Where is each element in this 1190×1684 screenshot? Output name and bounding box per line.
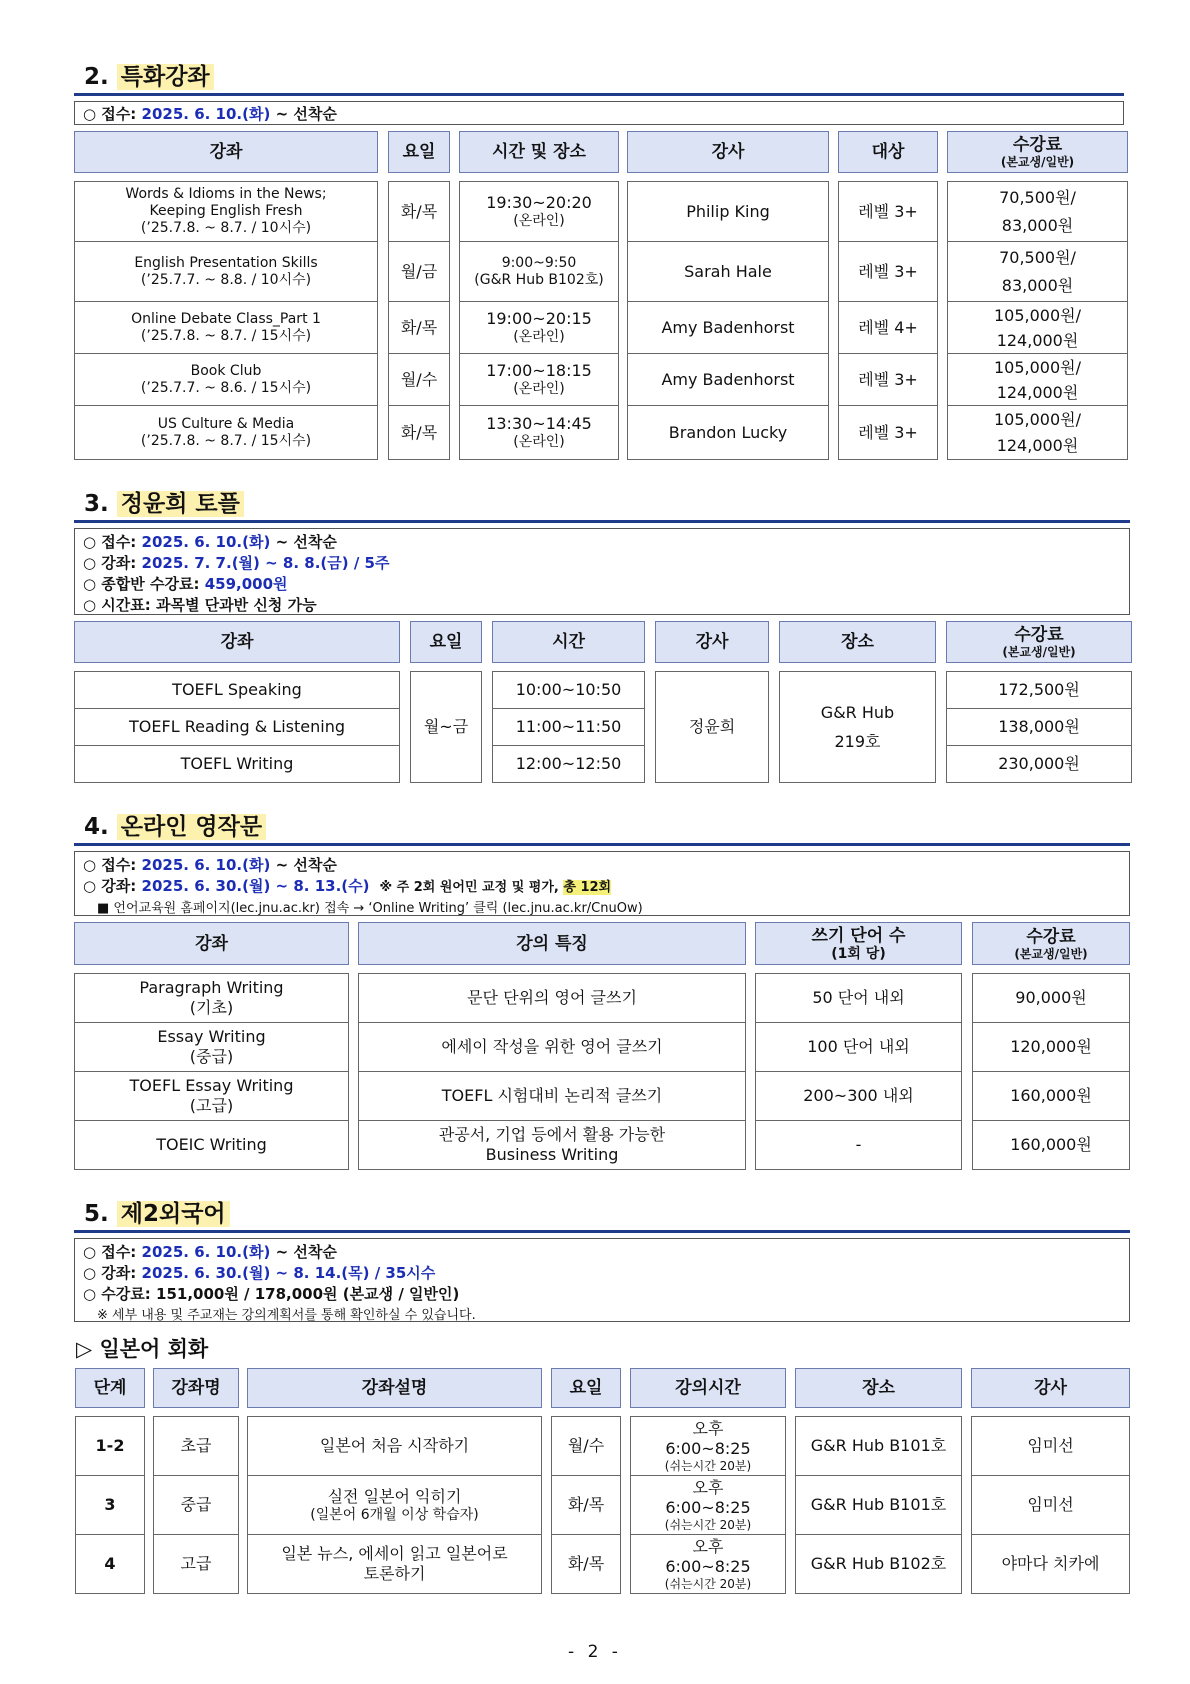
s4-fee: 160,000원 [972,1071,1130,1121]
s4-feature: 관공서, 기업 등에서 활용 가능한 Business Writing [358,1120,746,1170]
s2-time: 19:00~20:15 (온라인) [459,301,619,354]
s2-teacher: Amy Badenhorst [627,353,829,406]
s2-header-course: 강좌 [74,131,378,173]
table-row: Words & Idioms in the News; Keeping English Fresh (’25.7.8. ~ 8.7. / 10시수) [74,181,378,242]
s2-day: 월/수 [388,353,450,406]
s3-teacher: 정윤희 [655,671,769,783]
s2-target: 레벨 3+ [838,241,938,302]
s2-teacher: Sarah Hale [627,241,829,302]
table-row: TOEFL Speaking [74,671,400,709]
s4-fee: 120,000원 [972,1022,1130,1072]
s4-header-feature: 강의 특징 [358,922,746,965]
s4-feature: 문단 단위의 영어 글쓰기 [358,973,746,1023]
table-row: 3 [75,1475,145,1535]
table-row: Essay Writing (중급) [74,1022,349,1072]
section-5-rule [74,1230,1130,1233]
s2-teacher: Amy Badenhorst [627,301,829,354]
s2-target: 레벨 4+ [838,301,938,354]
table-row: TOEFL Reading & Listening [74,708,400,746]
s3-header-fee: 수강료 (본교생/일반) [946,621,1132,663]
s5-desc: 일본어 처음 시작하기 [247,1416,542,1476]
s5-place: G&R Hub B102호 [795,1534,962,1594]
s5-header-teacher: 강사 [971,1368,1130,1408]
s4-words: - [755,1120,962,1170]
table-row: TOEIC Writing [74,1120,349,1170]
s2-time: 9:00~9:50 (G&R Hub B102호) [459,241,619,302]
s5-header-place: 장소 [795,1368,962,1408]
section-2-title: 2. 특화강좌 [84,62,214,92]
japanese-subheading: ▷ 일본어 회화 [76,1337,209,1361]
s4-words: 200~300 내외 [755,1071,962,1121]
section-3-info: ○ 접수: 2025. 6. 10.(화) ~ 선착순 ○ 강좌: 2025. 7. 7.(월) ~ 8. 8.(금) / 5주 ○ 종합반 수강료: 459,000원 ○ 시간표: 과목별 단과반 신청 가능 [74,528,1130,615]
page-number: - 2 - [568,1642,622,1662]
s4-header-fee: 수강료 (본교생/일반) [972,922,1130,965]
s5-teacher: 임미선 [971,1416,1130,1476]
s3-time: 10:00~10:50 [492,671,645,709]
s3-day: 월~금 [410,671,482,783]
section-3-title: 3. 정윤희 토플 [84,489,244,519]
s4-header-words: 쓰기 단어 수 (1회 당) [755,922,962,965]
s4-header-course: 강좌 [74,922,349,965]
s5-name: 고급 [153,1534,239,1594]
s2-day: 월/금 [388,241,450,302]
s2-day: 화/목 [388,181,450,242]
section-4-title: 4. 온라인 영작문 [84,812,266,842]
s2-target: 레벨 3+ [838,405,938,460]
table-row: Book Club (’25.7.7. ~ 8.6. / 15시수) [74,353,378,406]
section-4-rule [74,843,1130,846]
s2-fee: 105,000원/ 124,000원 [947,301,1128,354]
s2-time: 13:30~14:45 (온라인) [459,405,619,460]
s4-feature: 에세이 작성을 위한 영어 글쓰기 [358,1022,746,1072]
s4-feature: TOEFL 시험대비 논리적 글쓰기 [358,1071,746,1121]
s3-place: G&R Hub 219호 [779,671,936,783]
s2-day: 화/목 [388,405,450,460]
s2-header-target: 대상 [838,131,938,173]
section-3-rule [74,520,1130,523]
s3-fee: 138,000원 [946,708,1132,746]
s3-header-course: 강좌 [74,621,400,663]
table-row: US Culture & Media (’25.7.8. ~ 8.7. / 15시수) [74,405,378,460]
s3-header-time: 시간 [492,621,645,663]
table-row: Paragraph Writing (기초) [74,973,349,1023]
s3-time: 12:00~12:50 [492,745,645,783]
s5-desc: 일본 뉴스, 에세이 읽고 일본어로 토론하기 [247,1534,542,1594]
s2-target: 레벨 3+ [838,181,938,242]
table-row: TOEFL Writing [74,745,400,783]
s3-fee: 230,000원 [946,745,1132,783]
s5-teacher: 임미선 [971,1475,1130,1535]
s2-target: 레벨 3+ [838,353,938,406]
s2-fee: 105,000원/ 124,000원 [947,405,1128,460]
s5-teacher: 야마다 치카에 [971,1534,1130,1594]
s2-teacher: Philip King [627,181,829,242]
s5-header-day: 요일 [551,1368,621,1408]
s5-day: 화/목 [551,1475,621,1535]
s5-day: 화/목 [551,1534,621,1594]
s4-words: 50 단어 내외 [755,973,962,1023]
s2-day: 화/목 [388,301,450,354]
section-4-info: ○ 접수: 2025. 6. 10.(화) ~ 선착순 ○ 강좌: 2025. 6. 30.(월) ~ 8. 13.(수) ※ 주 2회 원어민 교정 및 평가, 총 12회 ■ 언어교육원 홈페이지(lec.jnu.ac.kr) 접속 → ‘Online Writing’ 클릭 (lec.jnu.ac.kr/CnuOw) [74,851,1130,916]
section-2-rule [74,93,1124,96]
s4-fee: 160,000원 [972,1120,1130,1170]
s2-header-fee: 수강료 (본교생/일반) [947,131,1128,173]
s3-fee: 172,500원 [946,671,1132,709]
s4-words: 100 단어 내외 [755,1022,962,1072]
table-row: English Presentation Skills (’25.7.7. ~ 8.8. / 10시수) [74,241,378,302]
s3-time: 11:00~11:50 [492,708,645,746]
table-row: TOEFL Essay Writing (고급) [74,1071,349,1121]
s5-name: 중급 [153,1475,239,1535]
section-2-info: ○ 접수: 2025. 6. 10.(화) ~ 선착순 [74,101,1124,125]
s2-fee: 105,000원/ 124,000원 [947,353,1128,406]
s5-header-desc: 강좌설명 [247,1368,542,1408]
s2-header-teacher: 강사 [627,131,829,173]
s5-name: 초급 [153,1416,239,1476]
s5-place: G&R Hub B101호 [795,1475,962,1535]
s4-fee: 90,000원 [972,973,1130,1023]
s2-header-day: 요일 [388,131,450,173]
s3-header-day: 요일 [410,621,482,663]
s2-header-time: 시간 및 장소 [459,131,619,173]
s5-desc: 실전 일본어 익히기 (일본어 6개월 이상 학습자) [247,1475,542,1535]
table-row: Online Debate Class_Part 1 (’25.7.8. ~ 8.7. / 15시수) [74,301,378,354]
s5-header-level: 단계 [75,1368,145,1408]
s2-fee: 70,500원/ 83,000원 [947,181,1128,242]
s5-place: G&R Hub B101호 [795,1416,962,1476]
s5-header-name: 강좌명 [153,1368,239,1408]
s2-fee: 70,500원/ 83,000원 [947,241,1128,302]
section-5-info: ○ 접수: 2025. 6. 10.(화) ~ 선착순 ○ 강좌: 2025. 6. 30.(월) ~ 8. 14.(목) / 35시수 ○ 수강료: 151,000원 / 178,000원 (본교생 / 일반인) ※ 세부 내용 및 주교재는 강의계획서를 통해 확인하실 수 있습니다. [74,1238,1130,1322]
s5-header-time: 강의시간 [630,1368,786,1408]
s5-time: 오후 6:00~8:25 (쉬는시간 20분) [630,1475,786,1535]
s5-time: 오후 6:00~8:25 (쉬는시간 20분) [630,1416,786,1476]
section-5-title: 5. 제2외국어 [84,1199,230,1229]
s5-day: 월/수 [551,1416,621,1476]
table-row: 4 [75,1534,145,1594]
s2-time: 19:30~20:20 (온라인) [459,181,619,242]
s5-time: 오후 6:00~8:25 (쉬는시간 20분) [630,1534,786,1594]
table-row: 1-2 [75,1416,145,1476]
s2-time: 17:00~18:15 (온라인) [459,353,619,406]
s3-header-place: 장소 [779,621,936,663]
s2-teacher: Brandon Lucky [627,405,829,460]
s3-header-teacher: 강사 [655,621,769,663]
